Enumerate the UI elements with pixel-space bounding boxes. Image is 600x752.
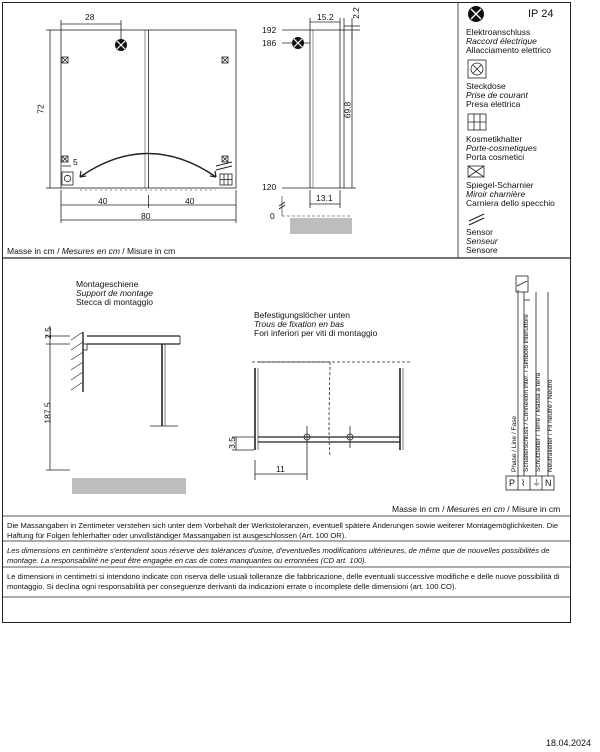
terminal-n: N (545, 478, 552, 488)
legend-hinge-de: Spiegel-Scharnier (466, 180, 534, 190)
holes-title-it: Fori inferiori per viti di montaggio (254, 328, 378, 338)
legend-electrical-de: Elektroanschluss (466, 27, 531, 37)
note-it: Le dimensioni in centimetri si intendono indicate con riserva delle usuali tolleranze die fabbricazione, delle eventuali successive modifiche e delle nuove possibilità di montaggio. Si declina ogni responsabilità per conseguenze derivanti da indicazioni errate o incomplete delle dimensioni (art. 100 CO). (7, 572, 560, 591)
legend-cosmetic-icon (468, 114, 486, 130)
units-top: Masse in cm / Mesures en cm / Misure in cm (7, 246, 176, 256)
ip-rating: IP 24 (528, 8, 554, 20)
wiring-label-neutral: Neutralleiter / Fil neutre / Neutro (547, 379, 554, 472)
mounting-title-de: Montageschiene (76, 279, 139, 289)
wiring-label-switch: Schalterschluss / Connexion inter. / Simbolo interuttore (523, 314, 530, 472)
dim-d1: 15.2 (317, 12, 334, 22)
dim-rail-b: 187.5 (42, 402, 53, 424)
legend-sensor-de: Sensor (466, 227, 493, 237)
terminal-p: P (509, 478, 516, 488)
dim-h4: 120 (262, 182, 277, 192)
holes-title-de: Befestigungslöcher unten (254, 310, 350, 320)
electrical-marker (115, 39, 127, 51)
units-bottom: Masse in cm / Mesures en cm / Misure in cm (392, 504, 561, 514)
socket-marker (62, 172, 73, 185)
date: 18.04.2024 (546, 738, 592, 748)
dim-total: 80 (141, 211, 151, 221)
wiring-label-earth: Schutzleiter / Terre / Massa a terra (535, 372, 542, 472)
legend-socket-de: Steckdose (466, 81, 506, 91)
dim-holes-b: 11 (276, 464, 285, 474)
legend-hinge-fr: Miroir charnière (466, 189, 526, 199)
dim-height: 72 (35, 104, 46, 114)
legend-sensor-fr: Senseur (466, 236, 498, 246)
dim-right: 40 (185, 196, 195, 206)
dim-rail-a: 2.5 (42, 327, 53, 339)
dim-d2: 2.2 (350, 7, 361, 19)
dim-depth: 13.1 (316, 193, 333, 203)
terminal-switch: ⌇ (521, 478, 526, 488)
mounting-title-it: Stecca di montaggio (76, 297, 154, 307)
dim-zero: 0 (270, 211, 275, 221)
dim-left: 40 (98, 196, 108, 206)
dim-h2: 186 (262, 38, 277, 48)
dim-h1: 192 (262, 25, 277, 35)
legend-hinge-icon (468, 166, 484, 177)
terminal-earth: ⏚ (532, 478, 542, 488)
legend-socket-icon (468, 60, 486, 78)
legend-cosmetic-de: Kosmetikhalter (466, 134, 523, 144)
legend-electrical-fr: Raccord électrique (466, 36, 537, 46)
legend-cosmetic-it: Porta cosmetici (466, 152, 525, 162)
holes-title-fr: Trous de fixation en bas (254, 319, 345, 329)
dim-small: 5 (73, 157, 78, 167)
dim-holes-a: 3.5 (226, 437, 237, 449)
dim-h3: 69.8 (342, 101, 353, 119)
legend-hinge-it: Carniera dello specchio (466, 198, 555, 208)
note-de: Die Massangaben in Zentimeter verstehen sich unter dem Vorbehalt der Werkstoleranzen, eventuell spätere Änderungen sowie weiterer Montagemöglichkeiten. Die Haftung für Folgen fehlerhafter oder unvollständiger Massangaben ist ausgeschlossen (Art. 100 OR). (7, 521, 559, 540)
legend-electrical-it: Allacciamento elettrico (466, 45, 552, 55)
electrical-marker (292, 37, 304, 49)
legend-sensor-icon (469, 214, 484, 225)
legend-socket-fr: Prise de courant (466, 90, 528, 100)
legend-electrical-icon (468, 6, 484, 22)
cabinet-side-outline (310, 30, 344, 188)
sensor-marker (216, 162, 232, 170)
dim-top: 28 (85, 12, 95, 22)
mounting-title-fr: Support de montage (76, 288, 154, 298)
floor-hatch (72, 478, 186, 494)
floor-hatch (290, 218, 352, 234)
legend-socket-it: Presa elettrica (466, 99, 521, 109)
note-fr: Les dimensions en centimètre s'entendent sous réserve des tolérances d'usine, d'eventuelles modifications ultérieures, de même que de nouvelles possibilités de montage. La responsabilité ne peut être engagée en cas de cotes manquantes ou erronnées (CD art. 100). (7, 546, 550, 565)
legend-cosmetic-fr: Porte-cosmetiques (466, 143, 537, 153)
legend-sensor-it: Sensore (466, 245, 498, 255)
wiring-label-phase: Phase / Line / Fase (511, 415, 518, 472)
